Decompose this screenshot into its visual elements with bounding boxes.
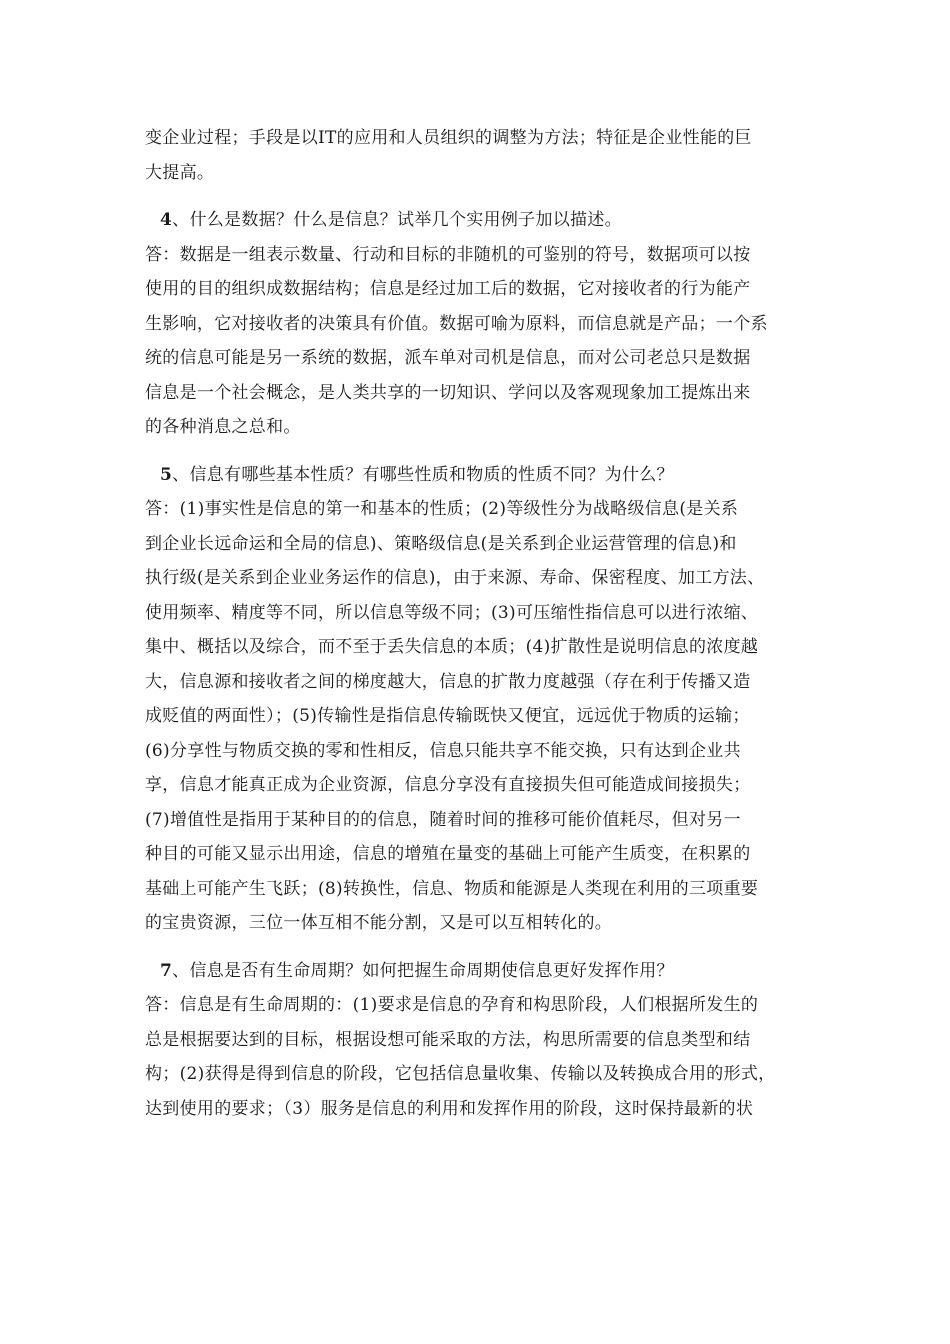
question-heading: [145, 954, 815, 989]
answer-paragraph: [145, 988, 815, 1126]
question-text: 、什么是数据？什么是信息？试举几个实用例子加以描述。: [172, 210, 622, 230]
section-4: [145, 203, 815, 445]
question-number: 7: [160, 960, 173, 981]
intro-line: 大提高。: [145, 162, 215, 183]
section-5: [145, 458, 815, 941]
answer-line: 执行级(是关系到企业业务运作的信息)，由于来源、寿命、保密程度、加工方法、: [145, 568, 765, 588]
answer-line: 集中、概括以及综合，而不至于丢失信息的本质；(4)扩散性是说明信息的浓度越: [145, 637, 759, 657]
answer-line: 达到使用的要求；（3）服务是信息的利用和发挥作用的阶段，这时保持最新的状: [145, 1098, 754, 1119]
answer-line: 统的信息可能是另一系统的数据，派车单对司机是信息，而对公司老总只是数据: [145, 348, 751, 368]
answer-line: 答：(1)事实性是信息的第一和基本的性质；(2)等级性分为战略级信息(是关系: [145, 499, 739, 519]
answer-line: 答：数据是一组表示数量、行动和目标的非随机的可鉴别的符号，数据项可以按: [145, 244, 751, 265]
answer-line: 使用的目的组织成数据结构；信息是经过加工后的数据，它对接收者的行为能产: [145, 279, 751, 299]
question-heading: [145, 458, 815, 493]
answer-line: 使用频率、精度等不同，所以信息等级不同；(3)可压缩性指信息可以进行浓缩、: [145, 602, 759, 623]
answer-line: 大，信息源和接收者之间的梯度越大，信息的扩散力度越强（存在利于传播又造: [145, 671, 751, 692]
section-7: [145, 954, 815, 1127]
answer-paragraph: [145, 238, 815, 445]
answer-line: (7)增值性是指用于某种目的的信息，随着时间的推移可能价值耗尽，但对另一: [145, 809, 741, 830]
question-number: 4: [160, 210, 173, 230]
answer-line: 生影响，它对接收者的决策具有价值。数据可喻为原料，而信息就是产品；一个系: [145, 313, 768, 334]
question-number: 5: [160, 464, 173, 485]
answer-line: 基础上可能产生飞跃；(8)转换性，信息、物质和能源是人类现在利用的三项重要: [145, 878, 759, 899]
answer-line: 到企业长远命运和全局的信息)、策略级信息(是关系到企业运营管理的信息)和: [145, 533, 737, 554]
document-body: [145, 121, 815, 1126]
answer-line: 信息是一个社会概念，是人类共享的一切知识、学问以及客观现象加工提炼出来: [145, 382, 751, 403]
answer-line: 答：信息是有生命周期的：(1)要求是信息的孕育和构思阶段，人们根据所发生的: [145, 995, 759, 1015]
answer-line: 的各种消息之总和。: [145, 417, 301, 437]
answer-paragraph: [145, 492, 815, 941]
question-text: 、信息是否有生命周期？如何把握生命周期使信息更好发挥作用？: [172, 960, 674, 981]
intro-line: 变企业过程；手段是以IT的应用和人员组织的调整为方法；特征是企业性能的巨: [145, 128, 752, 148]
answer-line: 成贬值的两面性）；(5)传输性是指信息传输既快又便宜，远远优于物质的运输；: [145, 706, 750, 726]
answer-line: (6)分享性与物质交换的零和性相反，信息只能共享不能交换，只有达到企业共: [145, 740, 741, 761]
answer-line: 享，信息才能真正成为企业资源，信息分享没有直接损失但可能造成间接损失；: [145, 775, 751, 795]
intro-paragraph: [145, 121, 815, 190]
question-heading: [145, 203, 815, 238]
question-text: 、信息有哪些基本性质？有哪些性质和物质的性质不同？为什么？: [172, 464, 674, 485]
answer-line: 构；(2)获得是得到信息的阶段，它包括信息量收集、传输以及转换成合用的形式，: [145, 1064, 776, 1084]
answer-line: 的宝贵资源，三位一体互相不能分割，又是可以互相转化的。: [145, 913, 613, 933]
answer-line: 总是根据要达到的目标，根据设想可能采取的方法，构思所需要的信息类型和结: [145, 1029, 751, 1050]
answer-line: 种目的可能又显示出用途，信息的增殖在量变的基础上可能产生质变，在积累的: [145, 844, 751, 864]
